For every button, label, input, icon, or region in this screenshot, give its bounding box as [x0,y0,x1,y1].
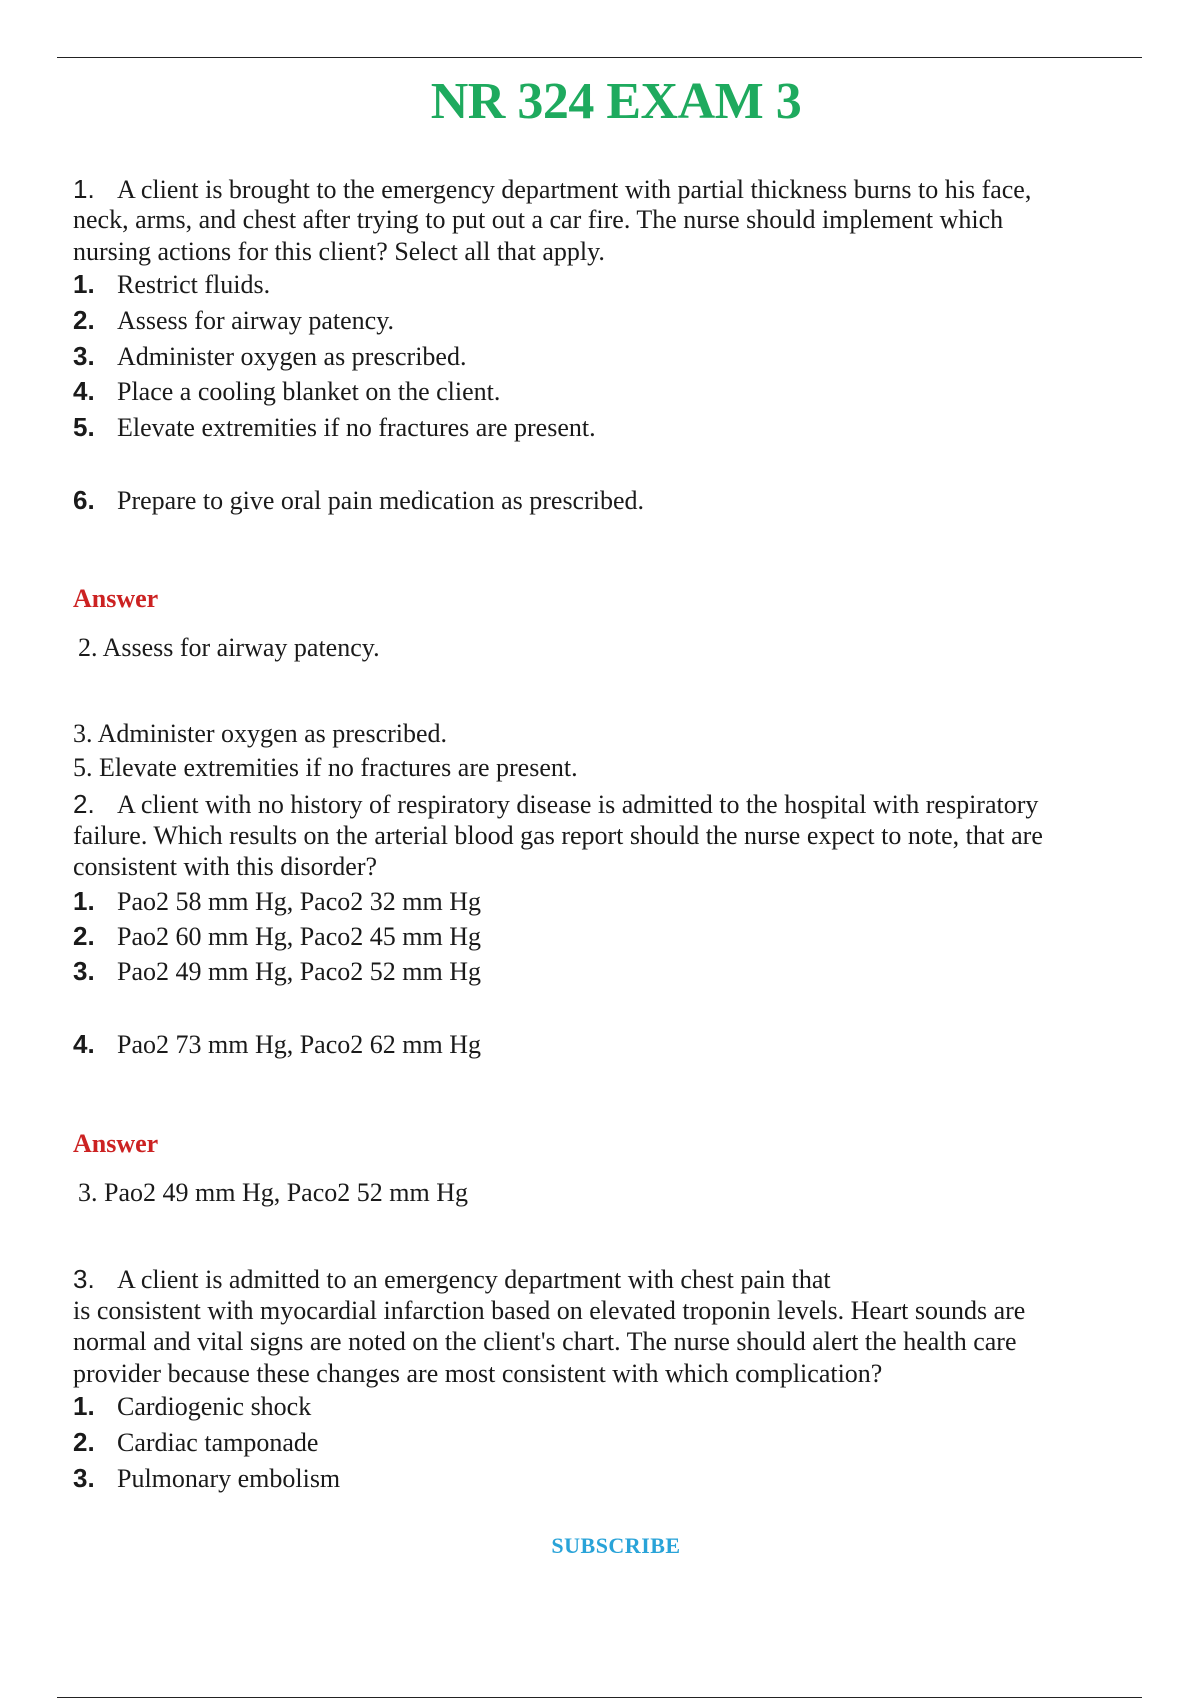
question-1-line-2: neck, arms, and chest after trying to put out a car fire. The nurse should implement which [73,205,1004,234]
answer-label: Answer [73,1129,159,1158]
question-3-line-4: provider because these changes are most consistent with which complication? [73,1359,883,1388]
answer-label: Answer [73,584,159,613]
top-rule [57,57,1142,58]
q1-answer-3: 5. Elevate extremities if no fractures are present. [73,753,578,782]
question-3-line-2: is consistent with myocardial infarction based on elevated troponin levels. Heart sounds are [73,1296,1026,1325]
q1-option-5: 5. Elevate extremities if no fractures are present. [73,412,596,442]
question-2-line-1: 2. A client with no history of respiratory disease is admitted to the hospital with respiratory [73,789,1039,819]
bottom-rule [57,1697,1142,1698]
subscribe-link[interactable]: SUBSCRIBE [551,1533,681,1558]
question-2-line-2: failure. Which results on the arterial blood gas report should the nurse expect to note, that are [73,821,1043,850]
question-2-line-3: consistent with this disorder? [73,852,378,881]
q1-answer-1: 2. Assess for airway patency. [78,633,380,662]
question-number: 1. [73,174,95,204]
question-3-line-3: normal and vital signs are noted on the client's chart. The nurse should alert the health care [73,1327,1017,1356]
question-3-line-1: 3. A client is admitted to an emergency department with chest pain that [73,1264,831,1294]
q3-option-1: 1. Cardiogenic shock [73,1391,312,1421]
q2-option-3: 3. Pao2 49 mm Hg, Paco2 52 mm Hg [73,956,481,986]
page-title: NR 324 EXAM 3 [430,73,802,130]
q3-option-3: 3. Pulmonary embolism [73,1463,341,1493]
q1-option-3: 3. Administer oxygen as prescribed. [73,341,467,371]
q1-answer-2: 3. Administer oxygen as prescribed. [73,719,448,748]
question-1-line-3: nursing actions for this client? Select all that apply. [73,237,605,266]
question-1-line-1: 1. A client is brought to the emergency department with partial thickness burns to his face, [73,174,1032,204]
q2-answer-1: 3. Pao2 49 mm Hg, Paco2 52 mm Hg [78,1178,468,1207]
q2-option-2: 2. Pao2 60 mm Hg, Paco2 45 mm Hg [73,921,481,951]
question-number: 2. [73,789,95,819]
q1-option-1: 1. Restrict fluids. [73,269,271,299]
q1-option-2: 2. Assess for airway patency. [73,305,394,335]
q3-option-2: 2. Cardiac tamponade [73,1427,319,1457]
q2-option-1: 1. Pao2 58 mm Hg, Paco2 32 mm Hg [73,886,481,916]
q1-option-4: 4. Place a cooling blanket on the client. [73,376,501,406]
q2-option-4: 4. Pao2 73 mm Hg, Paco2 62 mm Hg [73,1029,481,1059]
q1-option-6: 6. Prepare to give oral pain medication as prescribed. [73,485,645,515]
question-number: 3. [73,1264,95,1294]
